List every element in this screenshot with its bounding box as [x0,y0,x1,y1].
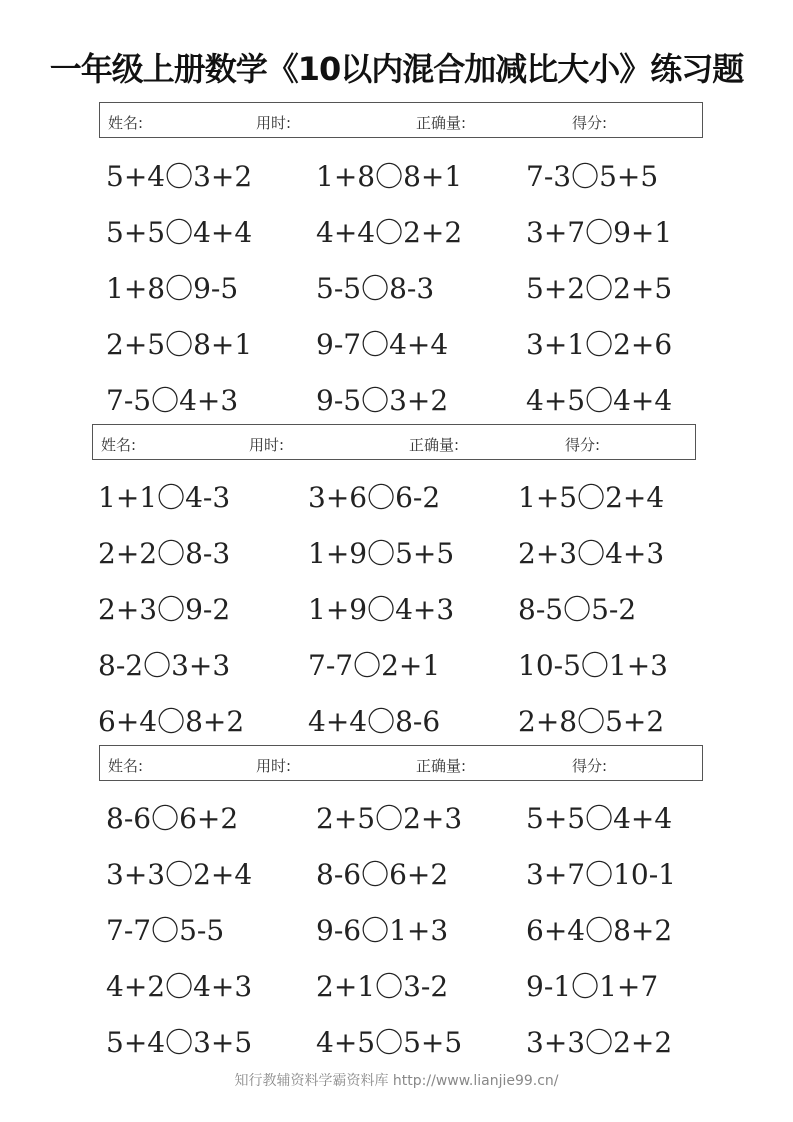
name-label: 姓名: [101,436,137,454]
comparison-problem: 2+3〇9-2 [98,593,231,626]
comparison-problem: 7-7〇2+1 [308,649,441,682]
comparison-problem: 1+1〇4-3 [98,481,231,514]
student-info-box [99,102,703,138]
comparison-problem: 5+4〇3+2 [106,160,253,193]
comparison-problem: 5+2〇2+5 [526,272,673,305]
comparison-problem: 1+9〇5+5 [308,537,455,570]
comparison-problem: 2+5〇8+1 [106,328,253,361]
comparison-problem: 3+6〇6-2 [308,481,441,514]
footer-watermark: 知行教辅资料学霸资料库 http://www.lianjie99.cn/ [234,1073,559,1089]
accuracy-label: 正确量: [409,436,460,454]
comparison-problem: 7-3〇5+5 [526,160,659,193]
comparison-problem: 5-5〇8-3 [316,272,435,305]
comparison-problem: 3+1〇2+6 [526,328,673,361]
time-label: 用时: [256,114,292,132]
time-label: 用时: [249,436,285,454]
comparison-problem: 1+8〇8+1 [316,160,463,193]
accuracy-label: 正确量: [416,114,467,132]
student-info-box [99,745,703,781]
student-info-box [92,424,696,460]
comparison-problem: 7-5〇4+3 [106,384,239,417]
comparison-problem: 9-1〇1+7 [526,970,659,1003]
page-title: 一年级上册数学《10以内混合加减比大小》练习题 [49,50,744,88]
comparison-problem: 10-5〇1+3 [518,649,668,682]
comparison-problem: 2+5〇2+3 [316,802,463,835]
comparison-problem: 8-2〇3+3 [98,649,231,682]
comparison-problem: 8-5〇5-2 [518,593,637,626]
comparison-problem: 3+7〇10-1 [526,858,676,891]
score-label: 得分: [572,114,608,132]
comparison-problem: 8-6〇6+2 [316,858,449,891]
comparison-problem: 4+4〇8-6 [308,705,441,738]
comparison-problem: 3+7〇9+1 [526,216,673,249]
comparison-problem: 3+3〇2+4 [106,858,253,891]
score-label: 得分: [565,436,601,454]
score-label: 得分: [572,757,608,775]
comparison-problem: 2+8〇5+2 [518,705,665,738]
name-label: 姓名: [108,114,144,132]
comparison-problem: 1+5〇2+4 [518,481,665,514]
comparison-problem: 5+5〇4+4 [106,216,253,249]
comparison-problem: 3+3〇2+2 [526,1026,673,1059]
comparison-problem: 5+5〇4+4 [526,802,673,835]
comparison-problem: 2+3〇4+3 [518,537,665,570]
time-label: 用时: [256,757,292,775]
name-label: 姓名: [108,757,144,775]
comparison-problem: 1+8〇9-5 [106,272,239,305]
comparison-problem: 4+2〇4+3 [106,970,253,1003]
comparison-problem: 4+5〇5+5 [316,1026,463,1059]
comparison-problem: 2+1〇3-2 [316,970,449,1003]
comparison-problem: 9-7〇4+4 [316,328,449,361]
comparison-problem: 8-6〇6+2 [106,802,239,835]
comparison-problem: 2+2〇8-3 [98,537,231,570]
comparison-problem: 6+4〇8+2 [526,914,673,947]
comparison-problem: 9-6〇1+3 [316,914,449,947]
comparison-problem: 1+9〇4+3 [308,593,455,626]
comparison-problem: 7-7〇5-5 [106,914,225,947]
comparison-problem: 4+5〇4+4 [526,384,673,417]
accuracy-label: 正确量: [416,757,467,775]
comparison-problem: 9-5〇3+2 [316,384,449,417]
comparison-problem: 6+4〇8+2 [98,705,245,738]
comparison-problem: 5+4〇3+5 [106,1026,253,1059]
comparison-problem: 4+4〇2+2 [316,216,463,249]
